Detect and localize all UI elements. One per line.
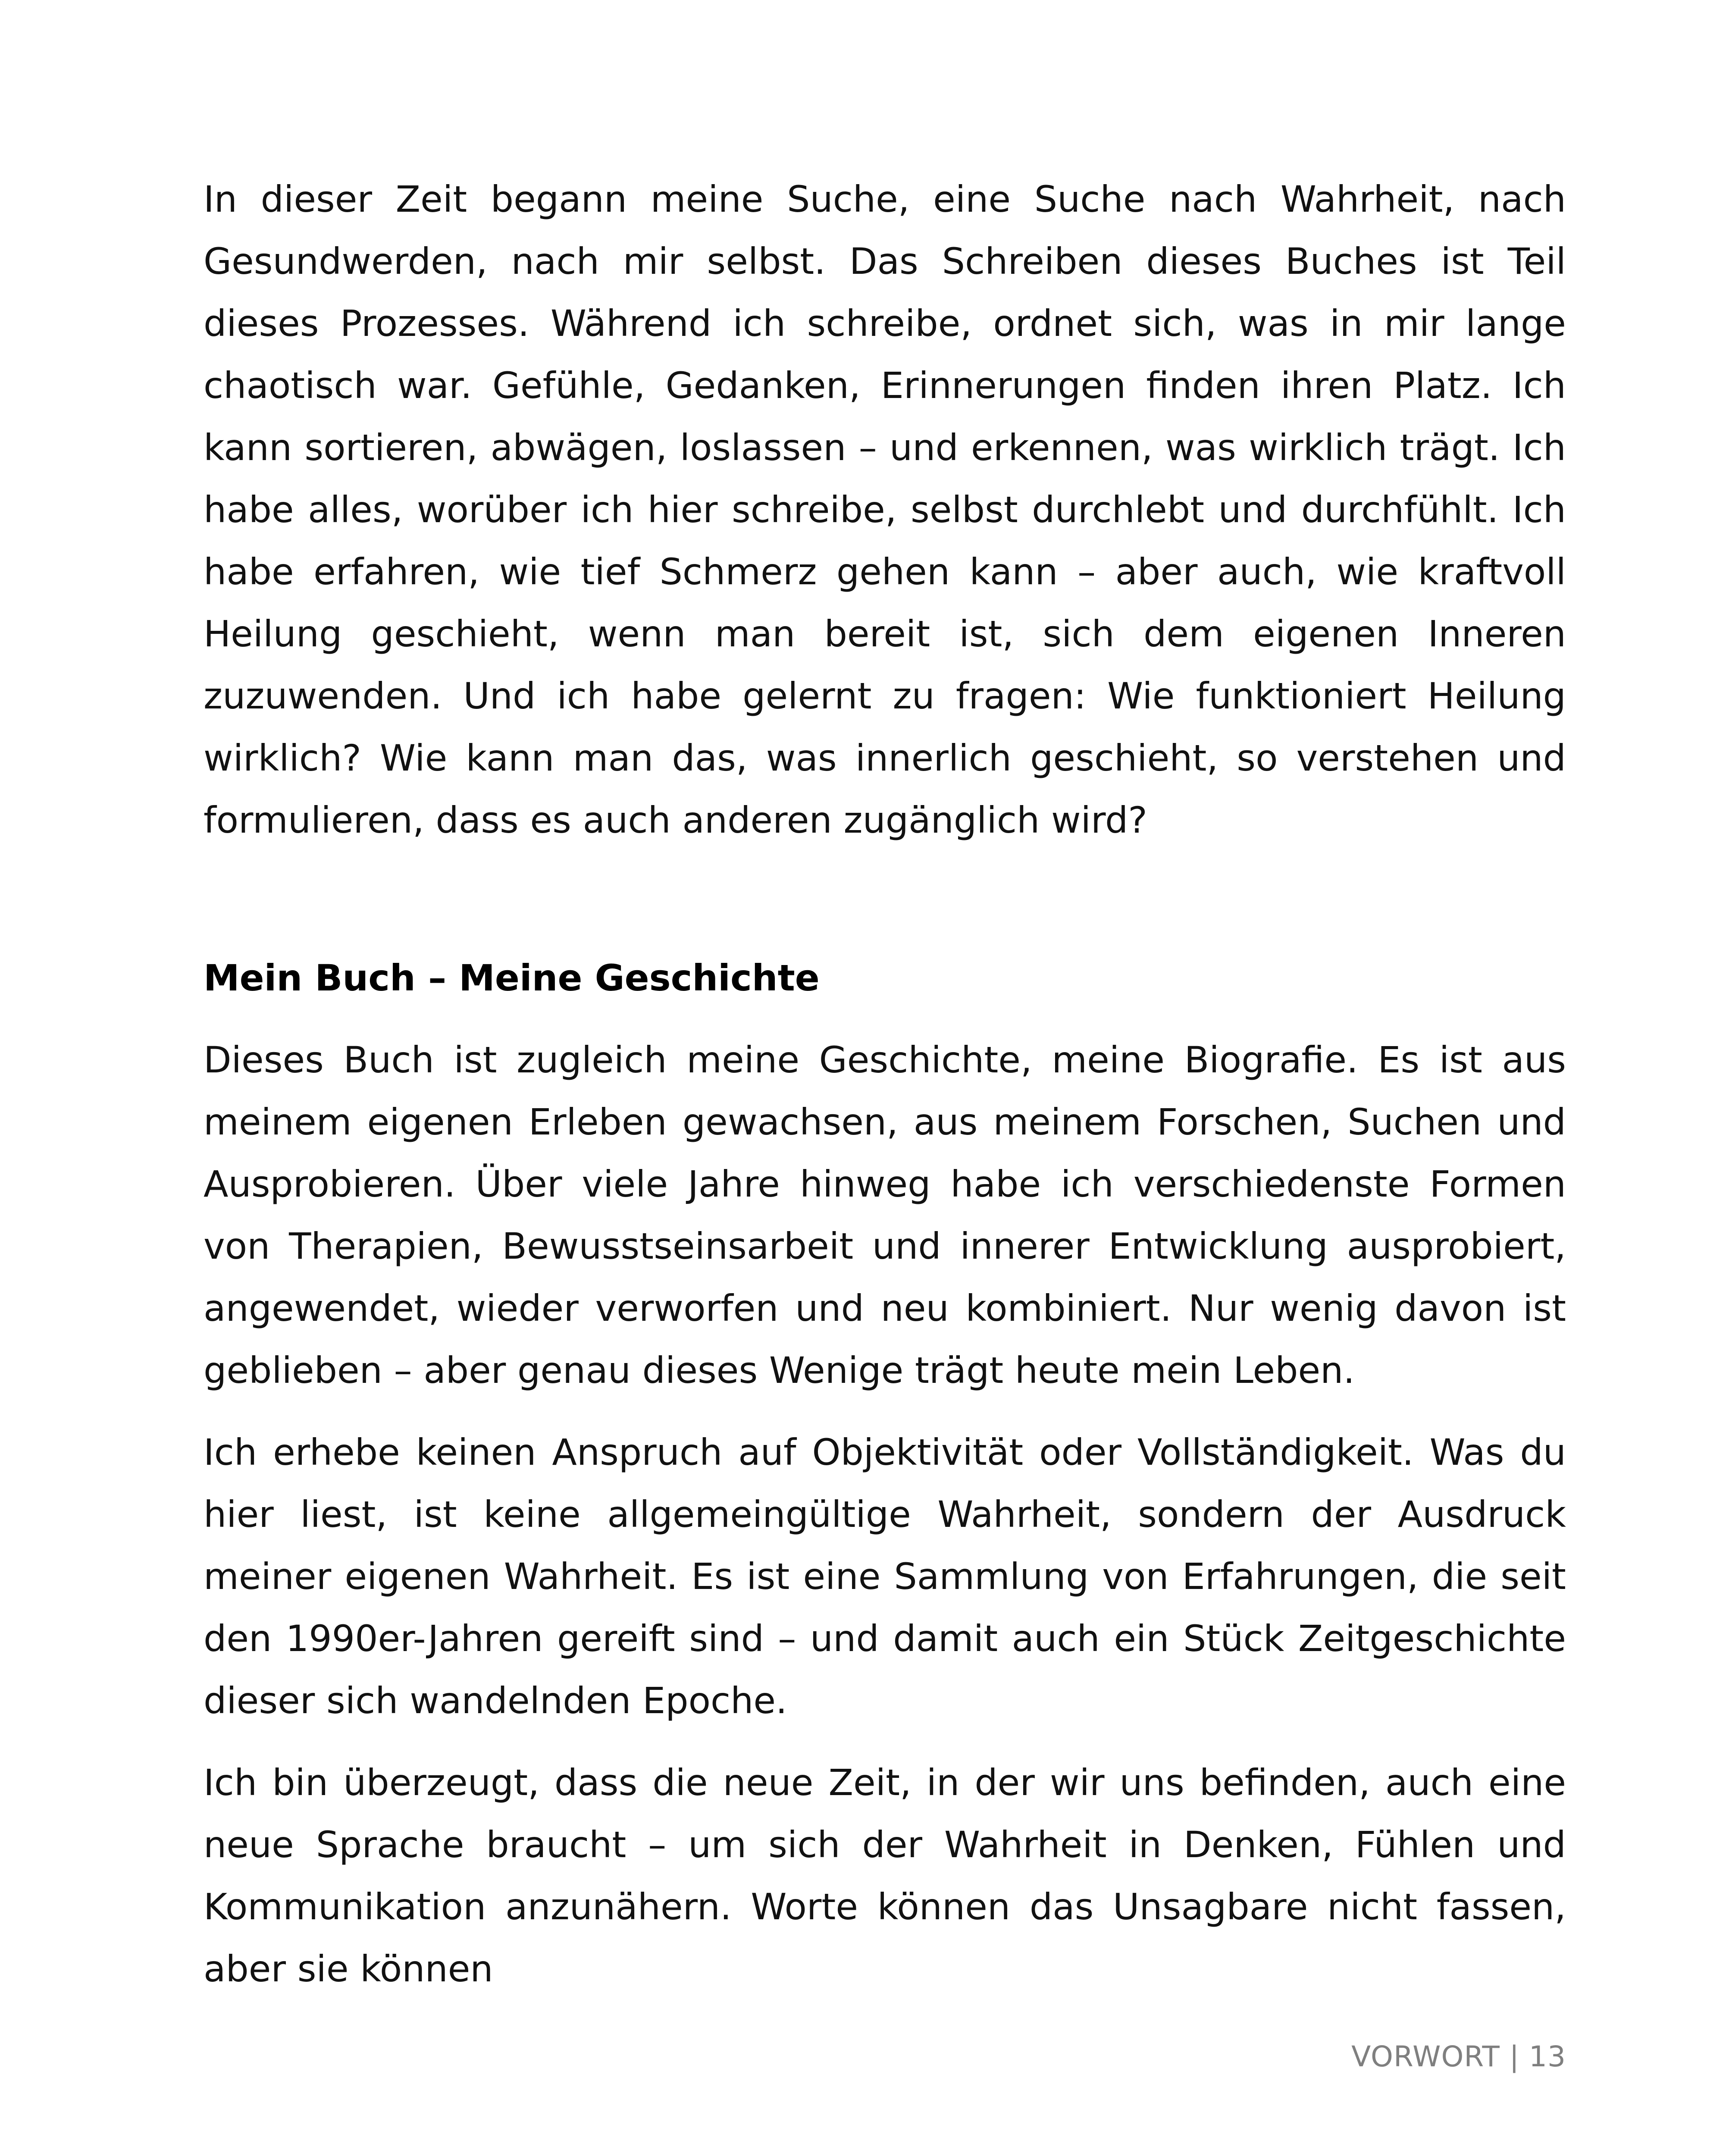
page-footer bbox=[1351, 2035, 1566, 2078]
page-number: 13 bbox=[1529, 2040, 1566, 2073]
section-heading: Mein Buch – Meine Geschichte bbox=[204, 957, 820, 999]
intro-paragraph: In dieser Zeit begann meine Suche, eine Suche nach Wahrheit, nach Gesundwerden, nach mir selbst. Das Schreiben dieses Buches ist Teil dieses Prozesses. Während ich schreibe, ordnet sich, was in mir lange chaotisch war. Gefühle, Gedanken, Erinnerungen finden ihren Platz. Ich kann sortieren, abwägen, loslassen – und erkennen, was wirklich trägt. Ich habe alles, worüber ich hier schreibe, selbst durchlebt und durchfühlt. Ich habe erfahren, wie tief Schmerz gehen kann – aber auch, wie kraftvoll Heilung geschieht, wenn man bereit ist, sich dem eigenen Inneren zuzuwenden. Und ich habe gelernt zu fragen: Wie funktioniert Heilung wirklich? Wie kann man das, was innerlich geschieht, so verstehen und formulieren, dass es auch anderen zugänglich wird? bbox=[204, 178, 1566, 841]
section-spacer bbox=[204, 851, 1566, 947]
section-paragraph-3: Ich bin überzeugt, dass die neue Zeit, in der wir uns befinden, auch eine neue Sprache braucht – um sich der Wahrheit in Denken, Fühlen und Kommunikation anzunähern. Worte können das Unsagbare nicht fassen, aber sie können bbox=[204, 1761, 1566, 1990]
section-paragraph-1: Dieses Buch ist zugleich meine Geschichte, meine Biografie. Es ist aus meinem eigenen Erleben gewachsen, aus meinem Forschen, Suchen und Ausprobieren. Über viele Jahre hinweg habe ich verschiedenste Formen von Therapien, Bewusstseinsarbeit und innerer Entwicklung ausprobiert, angewendet, wieder verworfen und neu kombiniert. Nur wenig davon ist geblieben – aber genau dieses Wenige trägt heute mein Leben. bbox=[204, 1039, 1566, 1391]
page-body bbox=[204, 168, 1566, 2000]
section-paragraph-2: Ich erhebe keinen Anspruch auf Objektivität oder Vollständigkeit. Was du hier liest, ist keine allgemeingültige Wahrheit, sondern der Ausdruck meiner eigenen Wahrheit. Es ist eine Sammlung von Erfahrungen, die seit den 1990er-Jahren gereift sind – und damit auch ein Stück Zeitgeschichte dieser sich wandelnden Epoche. bbox=[204, 1431, 1566, 1722]
footer-separator: | bbox=[1509, 2040, 1520, 2073]
footer-chapter-label: VORWORT bbox=[1351, 2040, 1500, 2073]
